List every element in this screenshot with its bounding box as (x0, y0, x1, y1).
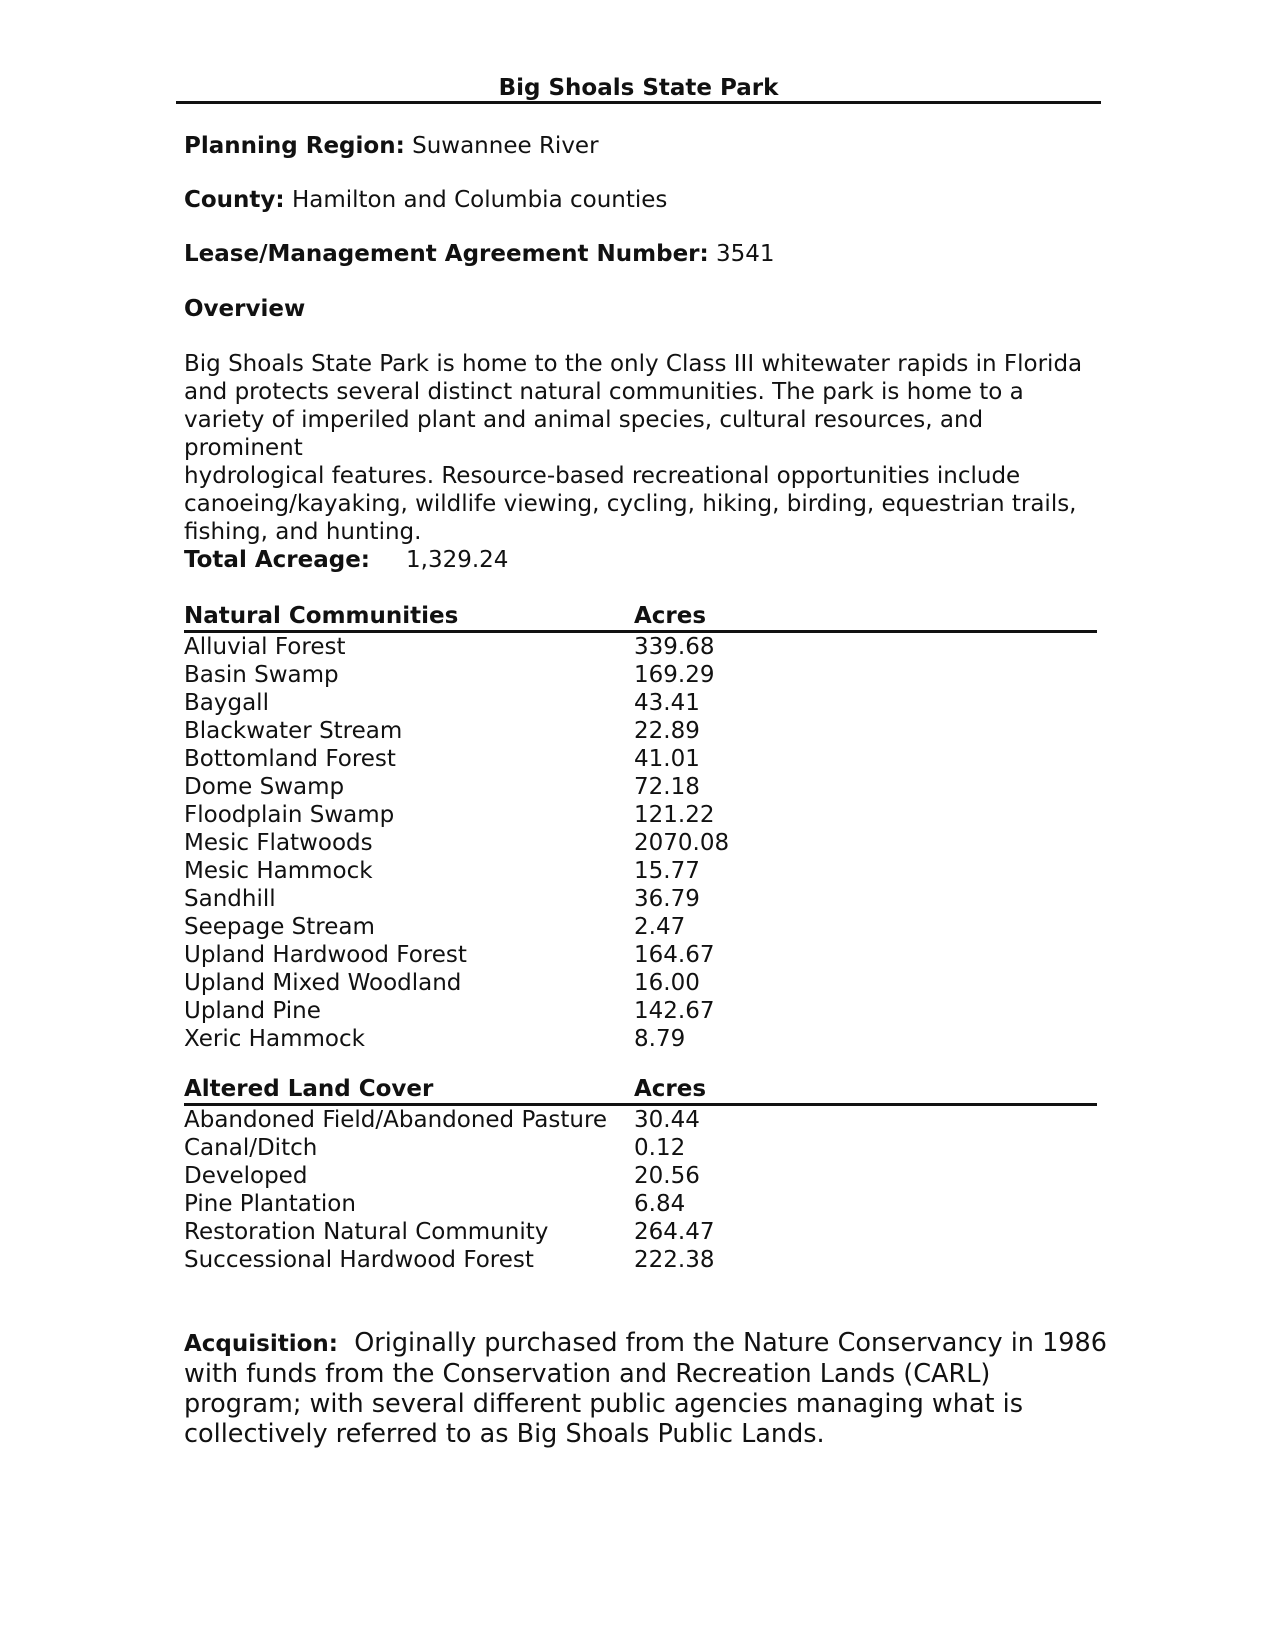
row-acres: 15.77 (634, 858, 700, 884)
row-name: Mesic Flatwoods (184, 830, 373, 856)
acquisition-text: Originally purchased from the Nature Conservancy in 1986 (354, 1328, 1107, 1358)
table-row (184, 997, 1097, 1025)
planning-region-label: Planning Region: (184, 133, 405, 159)
row-acres: 264.47 (634, 1219, 715, 1245)
acquisition-line: program; with several different public agencies managing what is (184, 1389, 1023, 1419)
overview-line: and protects several distinct natural communities. The park is home to a (184, 379, 1024, 405)
row-name: Developed (184, 1163, 308, 1189)
acquisition-paragraph (184, 1328, 1114, 1449)
county-field (184, 186, 667, 214)
acquisition-line (184, 1328, 1114, 1359)
table-row (184, 1246, 1097, 1274)
row-name: Floodplain Swamp (184, 802, 395, 828)
row-name: Canal/Ditch (184, 1135, 318, 1161)
planning-region-field (184, 132, 599, 160)
row-name: Bottomland Forest (184, 746, 396, 772)
table-row (184, 1134, 1097, 1162)
table-row (184, 633, 1097, 661)
row-acres: 6.84 (634, 1191, 686, 1217)
total-acreage-value: 1,329.24 (406, 547, 509, 573)
table-row (184, 885, 1097, 913)
acquisition-line: collectively referred to as Big Shoals Public Lands. (184, 1419, 825, 1449)
table-row (184, 745, 1097, 773)
overview-line: hydrological features. Resource-based recreational opportunities include (184, 463, 1021, 489)
table-row (184, 689, 1097, 717)
row-name: Mesic Hammock (184, 858, 373, 884)
natural-communities-rows (184, 633, 1097, 1053)
total-acreage-label: Total Acreage: (184, 547, 370, 573)
row-acres: 169.29 (634, 662, 715, 688)
table-row (184, 941, 1097, 969)
overview-line: Big Shoals State Park is home to the only Class III whitewater rapids in Florida (184, 351, 1083, 377)
lease-value: 3541 (716, 241, 775, 267)
table-header (184, 1075, 1097, 1106)
row-name: Pine Plantation (184, 1191, 356, 1217)
row-acres: 8.79 (634, 1026, 686, 1052)
row-acres: 16.00 (634, 970, 700, 996)
row-name: Alluvial Forest (184, 634, 346, 660)
row-acres: 222.38 (634, 1247, 715, 1273)
altered-land-cover-header: Altered Land Cover (184, 1076, 434, 1102)
altered-land-cover-rows (184, 1106, 1097, 1274)
table-row (184, 773, 1097, 801)
table-row (184, 913, 1097, 941)
table-row (184, 969, 1097, 997)
row-name: Xeric Hammock (184, 1026, 365, 1052)
table-row (184, 1218, 1097, 1246)
acres-header: Acres (634, 603, 707, 629)
table-row (184, 1106, 1097, 1134)
row-acres: 20.56 (634, 1163, 700, 1189)
row-acres: 41.01 (634, 746, 700, 772)
row-name: Restoration Natural Community (184, 1219, 549, 1245)
row-acres: 2070.08 (634, 830, 730, 856)
row-name: Successional Hardwood Forest (184, 1247, 534, 1273)
row-name: Upland Hardwood Forest (184, 942, 467, 968)
natural-communities-header: Natural Communities (184, 603, 459, 629)
natural-communities-table (184, 602, 1097, 1053)
row-acres: 339.68 (634, 634, 715, 660)
row-name: Sandhill (184, 886, 276, 912)
table-row (184, 1190, 1097, 1218)
overview-line: variety of imperiled plant and animal species, cultural resources, and prominent (184, 407, 984, 461)
overview-paragraph (184, 350, 1104, 546)
table-row (184, 1162, 1097, 1190)
acquisition-line: with funds from the Conservation and Recreation Lands (CARL) (184, 1359, 991, 1389)
county-label: County: (184, 187, 285, 213)
row-name: Upland Pine (184, 998, 321, 1024)
row-name: Upland Mixed Woodland (184, 970, 462, 996)
overview-heading: Overview (184, 296, 306, 322)
table-header (184, 602, 1097, 633)
row-acres: 72.18 (634, 774, 700, 800)
row-acres: 142.67 (634, 998, 715, 1024)
row-acres: 0.12 (634, 1135, 686, 1161)
table-row (184, 801, 1097, 829)
table-row (184, 717, 1097, 745)
overview-line: fishing, and hunting. (184, 519, 422, 545)
lease-field (184, 240, 775, 268)
lease-label: Lease/Management Agreement Number: (184, 241, 709, 267)
row-acres: 22.89 (634, 718, 700, 744)
row-acres: 36.79 (634, 886, 700, 912)
altered-land-cover-table (184, 1075, 1097, 1274)
row-name: Basin Swamp (184, 662, 339, 688)
row-acres: 2.47 (634, 914, 686, 940)
acres-header: Acres (634, 1076, 707, 1102)
table-row (184, 1025, 1097, 1053)
row-acres: 43.41 (634, 690, 700, 716)
title-underline (176, 101, 1101, 104)
row-name: Dome Swamp (184, 774, 345, 800)
row-acres: 121.22 (634, 802, 715, 828)
row-acres: 164.67 (634, 942, 715, 968)
county-value: Hamilton and Columbia counties (291, 187, 668, 213)
table-row (184, 857, 1097, 885)
overview-line: canoeing/kayaking, wildlife viewing, cycling, hiking, birding, equestrian trails, (184, 491, 1077, 517)
row-name: Blackwater Stream (184, 718, 403, 744)
row-acres: 30.44 (634, 1107, 700, 1133)
row-name: Abandoned Field/Abandoned Pasture (184, 1107, 608, 1133)
total-acreage-field (184, 546, 508, 574)
row-name: Seepage Stream (184, 914, 375, 940)
acquisition-label: Acquisition: (184, 1331, 338, 1357)
row-name: Baygall (184, 690, 269, 716)
planning-region-value: Suwannee River (412, 133, 599, 159)
page-title: Big Shoals State Park (498, 75, 779, 101)
table-row (184, 661, 1097, 689)
table-row (184, 829, 1097, 857)
